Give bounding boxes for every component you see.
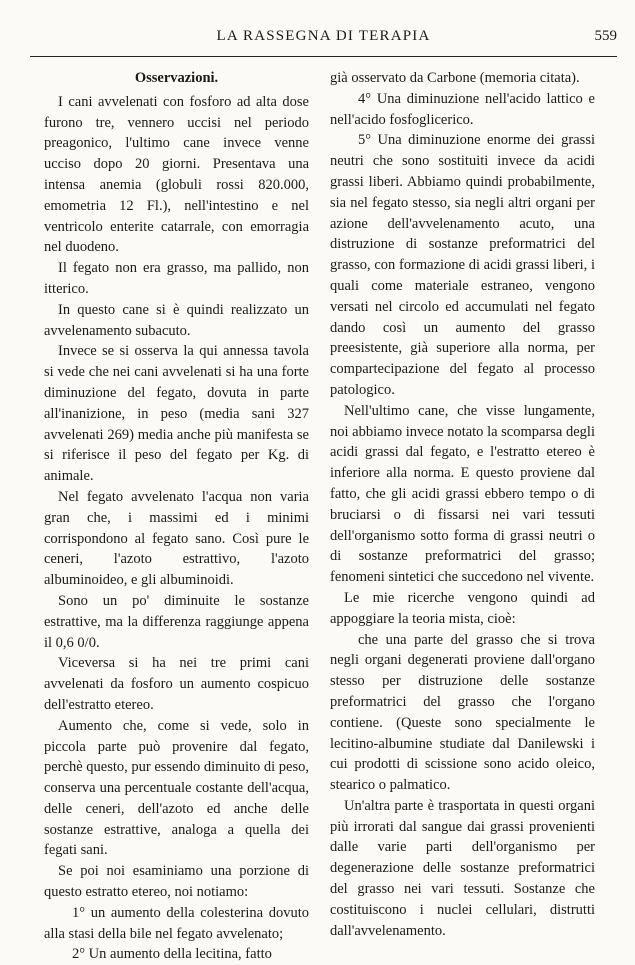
page-header xyxy=(30,20,617,50)
paragraph: Invece se si osserva la qui annessa tavola si vede che nei cani avvelenati si ha una forte diminuzione del fegato, dovuta in parte all'inanizione, in peso (media sani 327 avvelenati 269) media anche più manifesta se si riferisce il peso del fegato per Kg. di animale. xyxy=(44,343,309,485)
paragraph: Viceversa si ha nei tre primi cani avvelenati da fosforo un aumento cospicuo dell'estratto etereo. xyxy=(44,655,309,713)
paragraph: Se poi noi esaminiamo una porzione di questo estratto etereo, noi notiamo: xyxy=(44,863,309,901)
paragraph: Nel fegato avvelenato l'acqua non varia gran che, i massimi ed i minimi corrispondono al fegato sano. Così pure le ceneri, l'azoto estrattivo, l'azoto albuminoideo, e gli albuminoidi. xyxy=(44,488,309,589)
paragraph: già osservato da Carbone (memoria citata). xyxy=(330,70,580,86)
list-item: 1° un aumento della colesterina dovuto alla stasi della bile nel fegato avvelenato; xyxy=(44,904,309,942)
paragraph: Sono un po' diminuite le sostanze estrattive, ma la differenza raggiunge appena il 0,6 0/0. xyxy=(44,592,309,651)
paragraph: Il fegato non era grasso, ma pallido, non itterico. xyxy=(44,260,309,297)
paragraph: che una parte del grasso che si trova negli organi degenerati proviene dall'organo stesso per distruzione delle sostanze preformatrici del grasso che l'organo contiene. (Queste sono specialmente le lecitino-albumine studiate dal Danilewski i cui prodotti di scissione sono acido oleico, stearico o palmatico. xyxy=(330,631,595,794)
page-number: 559 xyxy=(594,28,617,44)
left-column xyxy=(44,68,309,965)
header-rule xyxy=(30,56,617,57)
paragraph: Un'altra parte è trasportata in questi organi più irrorati dal sangue dai grassi provenienti dalle varie parti dell'organismo per degenerazione delle sostanze preformatrici del grasso nei vari tessuti. Sostanze che costituiscono i nuclei cellulari, distrutti dall'avvelenamento. xyxy=(330,797,595,939)
section-heading: Osservazioni. xyxy=(134,70,219,86)
paragraph: Nell'ultimo cane, che visse lungamente, noi abbiamo invece notato la scomparsa degli acidi grassi dal fegato, e l'estratto etereo è inferiore alla norma. E questo proviene dal fatto, che gli acidi grassi ebbero tempo o di bruciarsi o di fissarsi nei vari tessuti dell'organismo sotto forma di grassi neutri o di sostanze preformatrici del grasso; fenomeni sintetici che succedono nel vivente. xyxy=(330,402,595,586)
right-column xyxy=(330,68,595,941)
paragraph: Le mie ricerche vengono quindi ad appoggiare la teoria mista, cioè: xyxy=(330,589,595,627)
paragraph: Aumento che, come si vede, solo in piccola parte può provenire dal fegato, perchè questo, pur essendo diminuito di peso, conserva una percentuale costante dell'acqua, delle ceneri, dell'azoto ed anche delle sostanze estrattive, analoga a quella dei fegati sani. xyxy=(44,717,309,859)
list-item: 5° Una diminuzione enorme dei grassi neutri che sono sostituiti invece da acidi grassi liberi. Abbiamo quindi probabilmente, sia nel fegato stesso, sia negli altri organi per azione dell'avvelenamento acuto, una distruzione di sostanze preformatrici del grasso, con formazione di acidi grassi liberi, i quali come materiale estraneo, vengono versati nel circolo ed accumulati nel fegato dando così un aumento del grasso preesistente, già superiore alla norma, per compartecipazione del fegato al processo patologico. xyxy=(330,132,595,398)
paragraph: I cani avvelenati con fosforo ad alta dose furono tre, vennero uccisi nel periodo preagonico, l'ultimo cane invece venne ucciso dopo 20 giorni. Presentava una intensa anemia (globuli rossi 820.000, emometria 12 Fl.), nell'intestino e nel ventricolo enterite catarrale, con emorragia nel duodeno. xyxy=(44,93,309,256)
list-item: 2° Un aumento della lecitina, fatto xyxy=(72,946,272,963)
list-item: 4° Una diminuzione nell'acido lattico e nell'acido fosfoglicerico. xyxy=(330,90,595,128)
paragraph: In questo cane si è quindi realizzato un avvelenamento subacuto. xyxy=(44,301,309,339)
running-title: LA RASSEGNA DI TERAPIA xyxy=(216,28,431,44)
